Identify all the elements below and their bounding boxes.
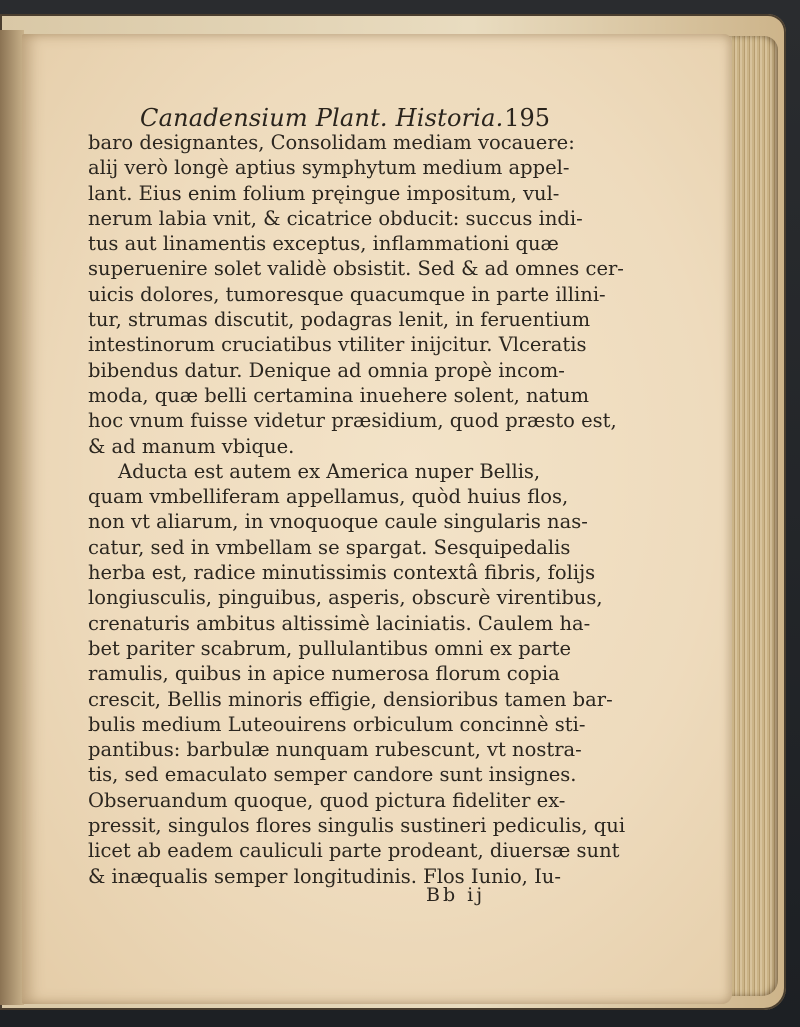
text-line: pantibus: barbulæ nunquam rubescunt, vt nostra- [88, 738, 582, 762]
text-line: lant. Eius enim folium pręingue impositum, vul- [88, 181, 560, 205]
text-line: nerum labia vnit, & cicatrice obducit: succus indi- [88, 206, 583, 230]
text-line: tur, strumas discutit, podagras lenit, in feruentium [88, 308, 591, 332]
text-line: ramulis, quibus in apice numerosa florum copia [88, 662, 560, 686]
text-line: tis, sed emaculato semper candore sunt insignes. [88, 763, 577, 787]
text-line: intestinorum cruciatibus vtiliter inijcitur. Vlceratis [88, 333, 587, 357]
text-line: catur, sed in vmbellam se spargat. Sesquipedalis [88, 535, 571, 559]
book-gutter [0, 30, 24, 1005]
text-line: bet pariter scabrum, pullulantibus omni ex parte [88, 636, 572, 660]
text-line: tus aut linamentis exceptus, inflammationi quæ [88, 232, 559, 256]
text-line: pressit, singulos flores singulis sustineri pediculis, qui [88, 814, 626, 838]
page-number: 195 [504, 104, 550, 132]
text-line: & inæqualis semper longitudinis. Flos Iunio, Iu- [88, 864, 561, 888]
running-title: Canadensium Plant. Historia. [140, 104, 504, 132]
text-line: Aducta est autem ex America nuper Bellis, [118, 459, 541, 483]
text-line: superuenire solet validè obsistit. Sed & ad omnes cer- [88, 257, 624, 281]
text-line: bibendus datur. Denique ad omnia propè incom- [88, 358, 565, 382]
text-line: Obseruandum quoque, quod pictura fideliter ex- [88, 788, 566, 812]
text-line: crenaturis ambitus altissimè laciniatis. Caulem ha- [88, 611, 591, 635]
text-line: quam vmbelliferam appellamus, quòd huius flos, [88, 485, 569, 509]
text-line: crescit, Bellis minoris effigie, densioribus tamen bar- [88, 687, 613, 711]
text-line: baro designantes, Consolidam mediam vocauere: [88, 131, 575, 154]
text-line: herba est, radice minutissimis contextâ fibris, folijs [88, 561, 596, 585]
text-line: hoc vnum fuisse videtur præsidium, quod præsto est, [88, 409, 617, 433]
body-text [88, 130, 626, 889]
text-line: bulis medium Luteouirens orbiculum concinnè sti- [88, 712, 586, 736]
signature-mark: Bb ij [426, 884, 486, 906]
text-line: uicis dolores, tumoresque quacumque in parte illini- [88, 282, 606, 306]
text-line: non vt aliarum, in vnoquoque caule singularis nas- [88, 510, 588, 534]
text-line: licet ab eadem cauliculi parte prodeant, diuersæ sunt [88, 839, 620, 863]
text-line: & ad manum vbique. [88, 434, 295, 458]
text-line: moda, quæ belli certamina inuehere solent, natum [88, 383, 590, 407]
text-line: alij verò longè aptius symphytum medium appel- [88, 156, 570, 180]
text-line: longiusculis, pinguibus, asperis, obscurè virentibus, [88, 586, 603, 610]
